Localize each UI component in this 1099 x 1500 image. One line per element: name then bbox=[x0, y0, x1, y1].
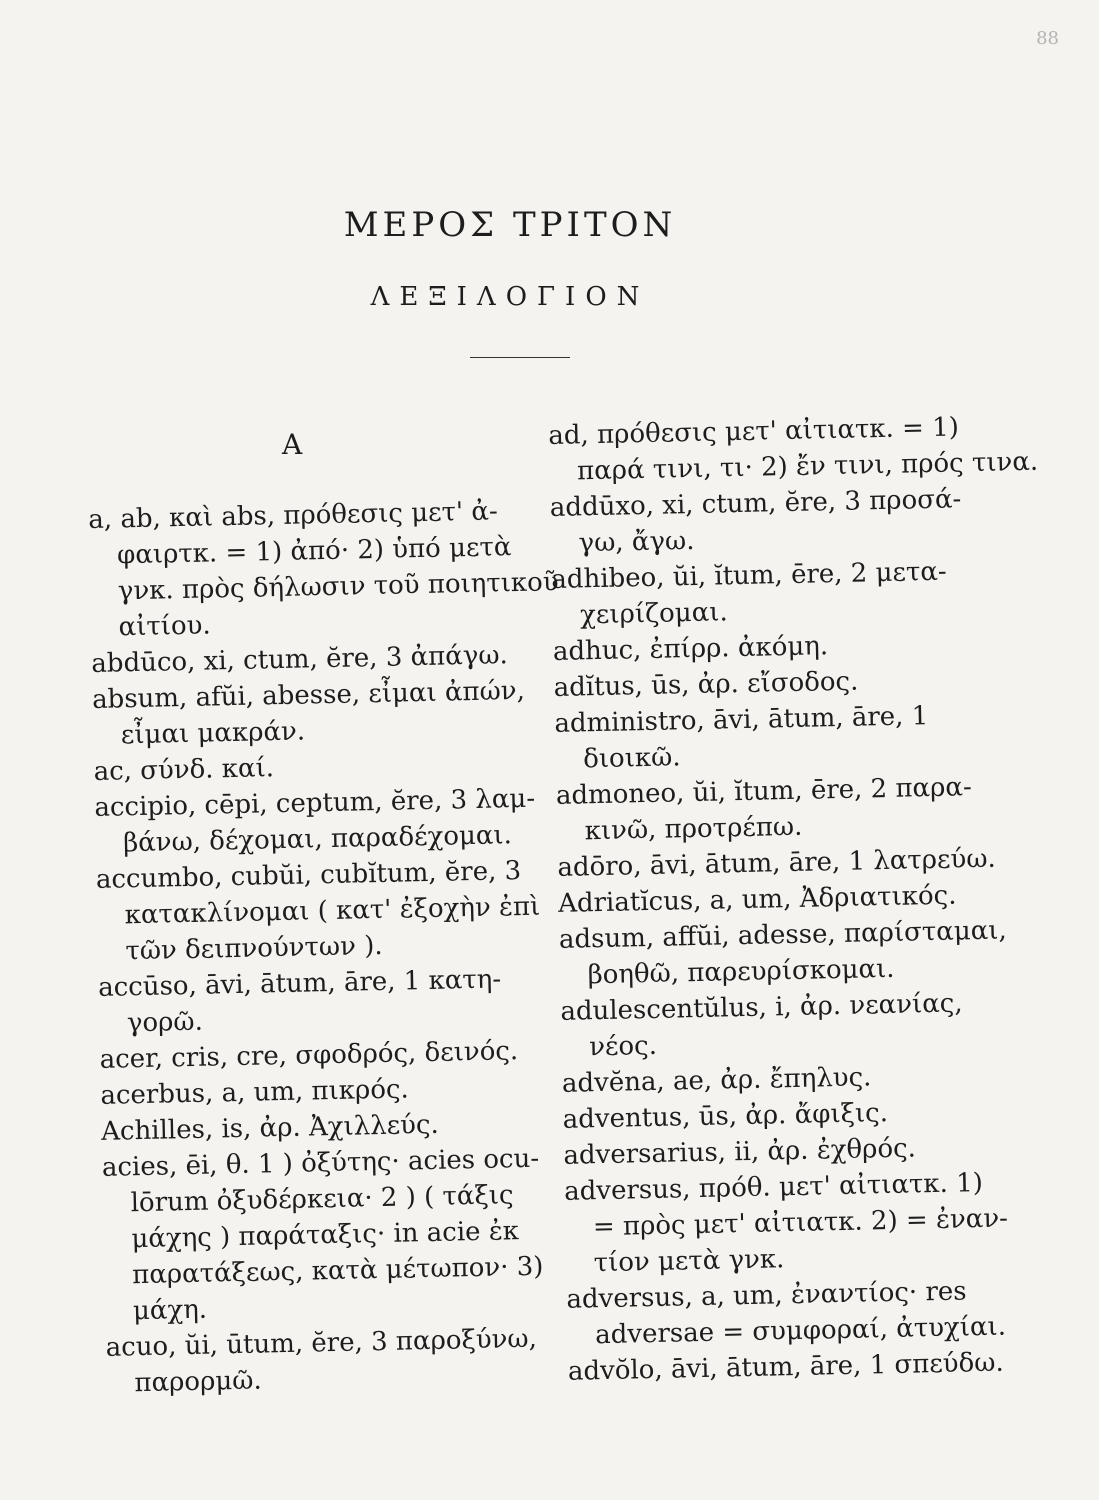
entry-line: γορῶ. bbox=[126, 1006, 204, 1039]
entry-line: μάχης ) παράταξις· in acie ἐκ bbox=[131, 1216, 520, 1255]
entry-line: acies, ēi, θ. 1 ) ὀξύτης· acies ocu- bbox=[101, 1143, 540, 1183]
entry-line: adsum, affŭi, adesse, παρίσταμαι, bbox=[558, 915, 1007, 955]
entry-line: adulescentŭlus, i, ἀρ. νεανίας, bbox=[560, 988, 963, 1027]
dictionary-entry bbox=[558, 913, 1007, 994]
section-letter: A bbox=[282, 428, 303, 461]
entry-line: adhibeo, ŭi, ĭtum, ēre, 2 μετα- bbox=[551, 556, 947, 595]
entry-line: βάνω, δέχομαι, παραδέχομαι. bbox=[122, 820, 513, 859]
entry-line: χειρίζομαι. bbox=[579, 597, 728, 631]
dictionary-entry bbox=[563, 1165, 1009, 1282]
dictionary-entry bbox=[98, 961, 539, 1042]
dictionary-entry bbox=[566, 1273, 1007, 1354]
dictionary-entry bbox=[551, 553, 992, 634]
entry-line: ad, πρόθεσις μετ' αἰτιατκ. = 1) bbox=[548, 412, 960, 451]
entry-line: absum, afŭi, abesse, εἶμαι ἀπών, bbox=[91, 675, 526, 715]
entry-line: adōro, āvi, ātum, āre, 1 λατρεύω. bbox=[557, 843, 997, 883]
entry-line: advŏlo, āvi, ātum, āre, 1 σπεύδω. bbox=[567, 1347, 1004, 1387]
entry-line: γω, ἄγω. bbox=[578, 525, 695, 559]
entry-line: Achilles, is, ἀρ. Ἀχιλλεύς. bbox=[100, 1109, 440, 1147]
entry-line: accūso, āvi, ātum, āre, 1 κατη- bbox=[97, 964, 502, 1003]
page-title: ΜΕΡΟΣ ΤΡΙΤΟΝ bbox=[343, 205, 677, 245]
entry-line: φαιρτκ. = 1) ἀπό· 2) ὑπό μετὰ bbox=[116, 532, 512, 571]
entry-line: adversus, πρόθ. μετ' αἰτιατκ. 1) bbox=[563, 1168, 984, 1207]
entry-line: διοικῶ. bbox=[582, 742, 681, 775]
entry-line: τίον μετὰ γνκ. bbox=[593, 1244, 785, 1279]
entry-line: νέος. bbox=[588, 1030, 658, 1063]
entry-line: adversus, a, um, ἐναντίος· res bbox=[566, 1276, 967, 1315]
dictionary-entry bbox=[102, 1141, 546, 1330]
entry-line: μάχη. bbox=[132, 1294, 208, 1327]
entry-line: τῶν δειπνούντων ). bbox=[125, 930, 383, 967]
dictionary-entry bbox=[94, 781, 535, 862]
entry-line: adhuc, ἐπίρρ. ἀκόμη. bbox=[552, 631, 829, 667]
entry-line: παρατάξεως, κατὰ μέτωπον· 3) bbox=[131, 1251, 544, 1291]
entry-line: = πρὸς μετ' αἰτιατκ. 2) = ἐναν- bbox=[592, 1203, 1009, 1243]
entry-line: Adriatĭcus, a, um, Ἀδριατικός. bbox=[557, 880, 957, 919]
entry-line: adversarius, ii, ἀρ. ἐχθρός. bbox=[563, 1133, 917, 1171]
entry-line: adĭtus, ūs, ἀρ. εἴσοδος. bbox=[553, 666, 859, 703]
entry-line: advĕna, ae, ἀρ. ἔπηλυς. bbox=[561, 1062, 872, 1099]
entry-line: γνκ. πρὸς δήλωσιν τοῦ ποιητικοῦ bbox=[117, 567, 559, 607]
entry-line: adventus, ūs, ἀρ. ἄφιξις. bbox=[562, 1098, 889, 1135]
dictionary-entry bbox=[105, 1321, 546, 1402]
entry-line: παρά τινι, τι· 2) ἔν τινι, πρός τινα. bbox=[576, 446, 1039, 487]
entry-line: accumbo, cubŭi, cubĭtum, ĕre, 3 bbox=[95, 856, 522, 895]
entry-line: accipio, cēpi, ceptum, ĕre, 3 λαμ- bbox=[94, 783, 536, 823]
entry-line: ac, σύνδ. καί. bbox=[93, 753, 275, 787]
page-subtitle: ΛΕΞΙΛΟΓΙΟΝ bbox=[370, 282, 650, 312]
entry-line: a, ab, καὶ abs, πρόθεσις μετ' ἀ- bbox=[88, 496, 499, 535]
entry-line: αἰτίου. bbox=[118, 610, 211, 643]
title-rule bbox=[470, 357, 570, 358]
dictionary-entry bbox=[554, 697, 995, 778]
dictionary-entry bbox=[92, 673, 533, 754]
entry-line: κατακλίνομαι ( κατ' ἐξοχὴν ἐπὶ bbox=[124, 891, 541, 931]
entry-line: κινῶ, προτρέπω. bbox=[584, 811, 803, 847]
page-number: 88 bbox=[1036, 28, 1059, 49]
dictionary-entry bbox=[556, 769, 997, 850]
entry-line: abdūco, xi, ctum, ĕre, 3 ἀπάγω. bbox=[91, 640, 509, 679]
dictionary-entry bbox=[95, 853, 541, 970]
left-column bbox=[88, 493, 559, 1402]
dictionary-entry bbox=[548, 409, 1039, 490]
entry-line: εἶμαι μακράν. bbox=[120, 716, 306, 751]
dictionary-entry bbox=[560, 985, 1001, 1066]
entry-line: acerbus, a, um, πικρός. bbox=[100, 1074, 410, 1111]
entry-line: addūxo, xi, ctum, ĕre, 3 προσά- bbox=[549, 484, 962, 523]
entry-line: acuo, ŭi, ūtum, ĕre, 3 παροξύνω, bbox=[105, 1323, 538, 1363]
entry-line: παρορμῶ. bbox=[134, 1365, 262, 1399]
entry-line: administro, āvi, ātum, āre, 1 bbox=[554, 701, 929, 739]
dictionary-entry bbox=[88, 493, 559, 646]
entry-line: admoneo, ŭi, ĭtum, ēre, 2 παρα- bbox=[555, 772, 973, 811]
entry-line: acer, cris, cre, σφοδρός, δεινός. bbox=[99, 1036, 519, 1075]
entry-line: βοηθῶ, παρευρίσκομαι. bbox=[587, 953, 895, 991]
entry-line: adversae = συμφοραί, ἀτυχίαι. bbox=[594, 1311, 1007, 1351]
dictionary-entry bbox=[550, 481, 991, 562]
right-column bbox=[548, 409, 1039, 1390]
entry-line: lōrum ὀξυδέρκεια· 2 ) ( τάξις bbox=[130, 1180, 514, 1219]
